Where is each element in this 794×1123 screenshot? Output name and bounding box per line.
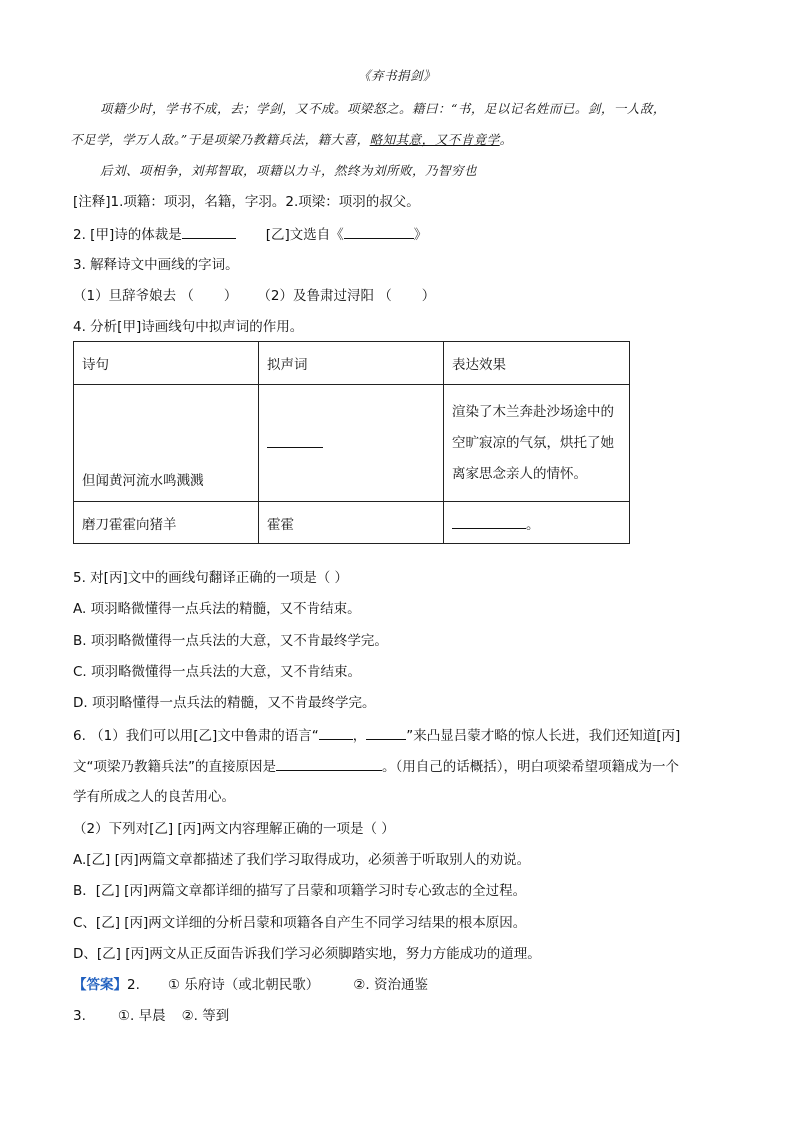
q5-option-a[interactable]: A. 项羽略微懂得一点兵法的精髓，又不肯结束。 xyxy=(73,601,361,617)
row1-word-blank[interactable] xyxy=(267,434,323,448)
row1-effect-line: 离家思念亲人的情怀。 xyxy=(452,465,587,482)
table-row xyxy=(74,502,630,544)
table-row xyxy=(74,385,630,502)
question-6-line-3: 学有所成之人的良苦用心。 xyxy=(73,789,235,805)
q2-blank-2[interactable] xyxy=(344,225,414,239)
q6-blank-1[interactable] xyxy=(319,726,353,740)
q3-item-1-end: ） xyxy=(223,288,238,304)
q3-item-2-end: ） xyxy=(421,288,436,304)
question-3-items xyxy=(73,287,435,305)
row2-effect-blank[interactable] xyxy=(452,515,526,529)
q6-option-d[interactable]: D、[乙] [丙]两文从正反面告诉我们学习必须脚踏实地，努力方能成功的道理。 xyxy=(73,946,541,962)
answer-2-part-1: ① 乐府诗（或北朝民歌） xyxy=(167,977,320,993)
table-header-row xyxy=(74,342,630,385)
row1-poem-line: 但闻黄河流水鸣溅溅 xyxy=(74,385,259,502)
question-2 xyxy=(73,225,427,244)
question-5-stem: 5. 对[丙]文中的画线句翻译正确的一项是（ ） xyxy=(73,570,348,586)
q6-option-a[interactable]: A.[乙] [丙]两篇文章都描述了我们学习取得成功，必须善于听取别人的劝说。 xyxy=(73,852,531,868)
q2-blank-1[interactable] xyxy=(182,225,236,239)
answer-3-part-1: ①. 早晨 xyxy=(117,1008,166,1024)
row2-effect-end: 。 xyxy=(526,516,540,533)
question-4-stem: 4. 分析[甲]诗画线句中拟声词的作用。 xyxy=(73,319,304,335)
question-6-line-1 xyxy=(73,726,680,745)
q3-item-2: （2）及鲁肃过浔阳 （ xyxy=(257,288,392,304)
q5-option-b[interactable]: B. 项羽略微懂得一点兵法的大意，又不肯最终学完。 xyxy=(73,633,388,649)
q5-option-c[interactable]: C. 项羽略微懂得一点兵法的大意，又不肯结束。 xyxy=(73,664,362,680)
passage-line-2-text: 不足学，学万人敌。”于是项梁乃教籍兵法，籍大喜， xyxy=(70,132,370,147)
q3-item-1: （1）旦辞爷娘去 （ xyxy=(73,288,194,304)
onomatopoeia-table xyxy=(73,341,630,544)
q5-option-d[interactable]: D. 项羽略懂得一点兵法的精髓，又不肯最终学完。 xyxy=(73,695,376,711)
header-effect: 表达效果 xyxy=(444,342,630,385)
passage-line-2 xyxy=(70,131,513,149)
passage-line-2-end: 。 xyxy=(499,132,513,147)
row2-effect-cell xyxy=(444,502,630,544)
underlined-sentence: 略知其意，又不肯竟学 xyxy=(369,132,500,147)
row1-effect xyxy=(444,385,630,502)
answer-2-num: 2. xyxy=(127,977,140,993)
question-3-stem: 3. 解释诗文中画线的字词。 xyxy=(73,257,239,273)
header-onomatopoeia: 拟声词 xyxy=(259,342,444,385)
question-6-line-2 xyxy=(73,757,679,776)
row1-effect-line: 渲染了木兰奔赴沙场途中的 xyxy=(452,403,614,420)
answer-label: 【答案】 xyxy=(73,977,127,993)
row2-poem-line: 磨刀霍霍向猪羊 xyxy=(74,502,259,544)
answer-line-1 xyxy=(73,976,428,994)
question-6-2-stem: （2）下列对[乙] [丙]两文内容理解正确的一项是（ ） xyxy=(73,821,395,837)
answer-3-part-2: ②. 等到 xyxy=(181,1008,230,1024)
q2-part-a: 2. [甲]诗的体裁是 xyxy=(73,227,182,243)
q6-text-a: 6. （1）我们可以用[乙]文中鲁肃的语言“ xyxy=(73,728,319,744)
passage-title: 《弃书捐剑》 xyxy=(357,68,436,83)
q2-part-c: 》 xyxy=(413,227,428,243)
passage-line-1: 项籍少时，学书不成，去；学剑，又不成。项梁怒之。籍曰：“书，足以记名姓而已。剑，一人敌， xyxy=(100,101,666,116)
header-poem-line: 诗句 xyxy=(74,342,259,385)
q6-blank-2[interactable] xyxy=(366,726,406,740)
row1-effect-line: 空旷寂凉的气氛，烘托了她 xyxy=(452,434,614,451)
answer-3-num: 3. xyxy=(73,1008,86,1024)
row2-word: 霍霍 xyxy=(259,502,444,544)
q6-text-d: 文“项梁乃教籍兵法”的直接原因是 xyxy=(73,759,276,775)
q6-text-b: ， xyxy=(352,728,367,744)
q6-text-c: ”来凸显吕蒙才略的惊人长进，我们还知道[丙] xyxy=(406,728,681,744)
q6-option-b[interactable]: B．[乙] [丙]两篇文章都详细的描写了吕蒙和项籍学习时专心致志的全过程。 xyxy=(73,883,527,899)
answer-2-part-2: ②. 资治通鉴 xyxy=(353,977,428,993)
row1-word-cell xyxy=(259,385,444,502)
annotation-note: [注释]1.项籍：项羽，名籍，字羽。2.项梁：项羽的叔父。 xyxy=(73,194,420,210)
q6-option-c[interactable]: C、[乙] [丙]两文详细的分析吕蒙和项籍各自产生不同学习结果的根本原因。 xyxy=(73,915,527,931)
q2-part-b: [乙]文选自《 xyxy=(265,227,344,243)
answer-line-2 xyxy=(73,1007,229,1025)
q6-blank-3[interactable] xyxy=(276,757,382,771)
passage-line-3: 后刘、项相争，刘邦智取，项籍以力斗，然终为刘所败，乃智穷也 xyxy=(100,163,478,178)
q6-text-e: 。（用自己的话概括），明白项梁希望项籍成为一个 xyxy=(382,759,679,775)
